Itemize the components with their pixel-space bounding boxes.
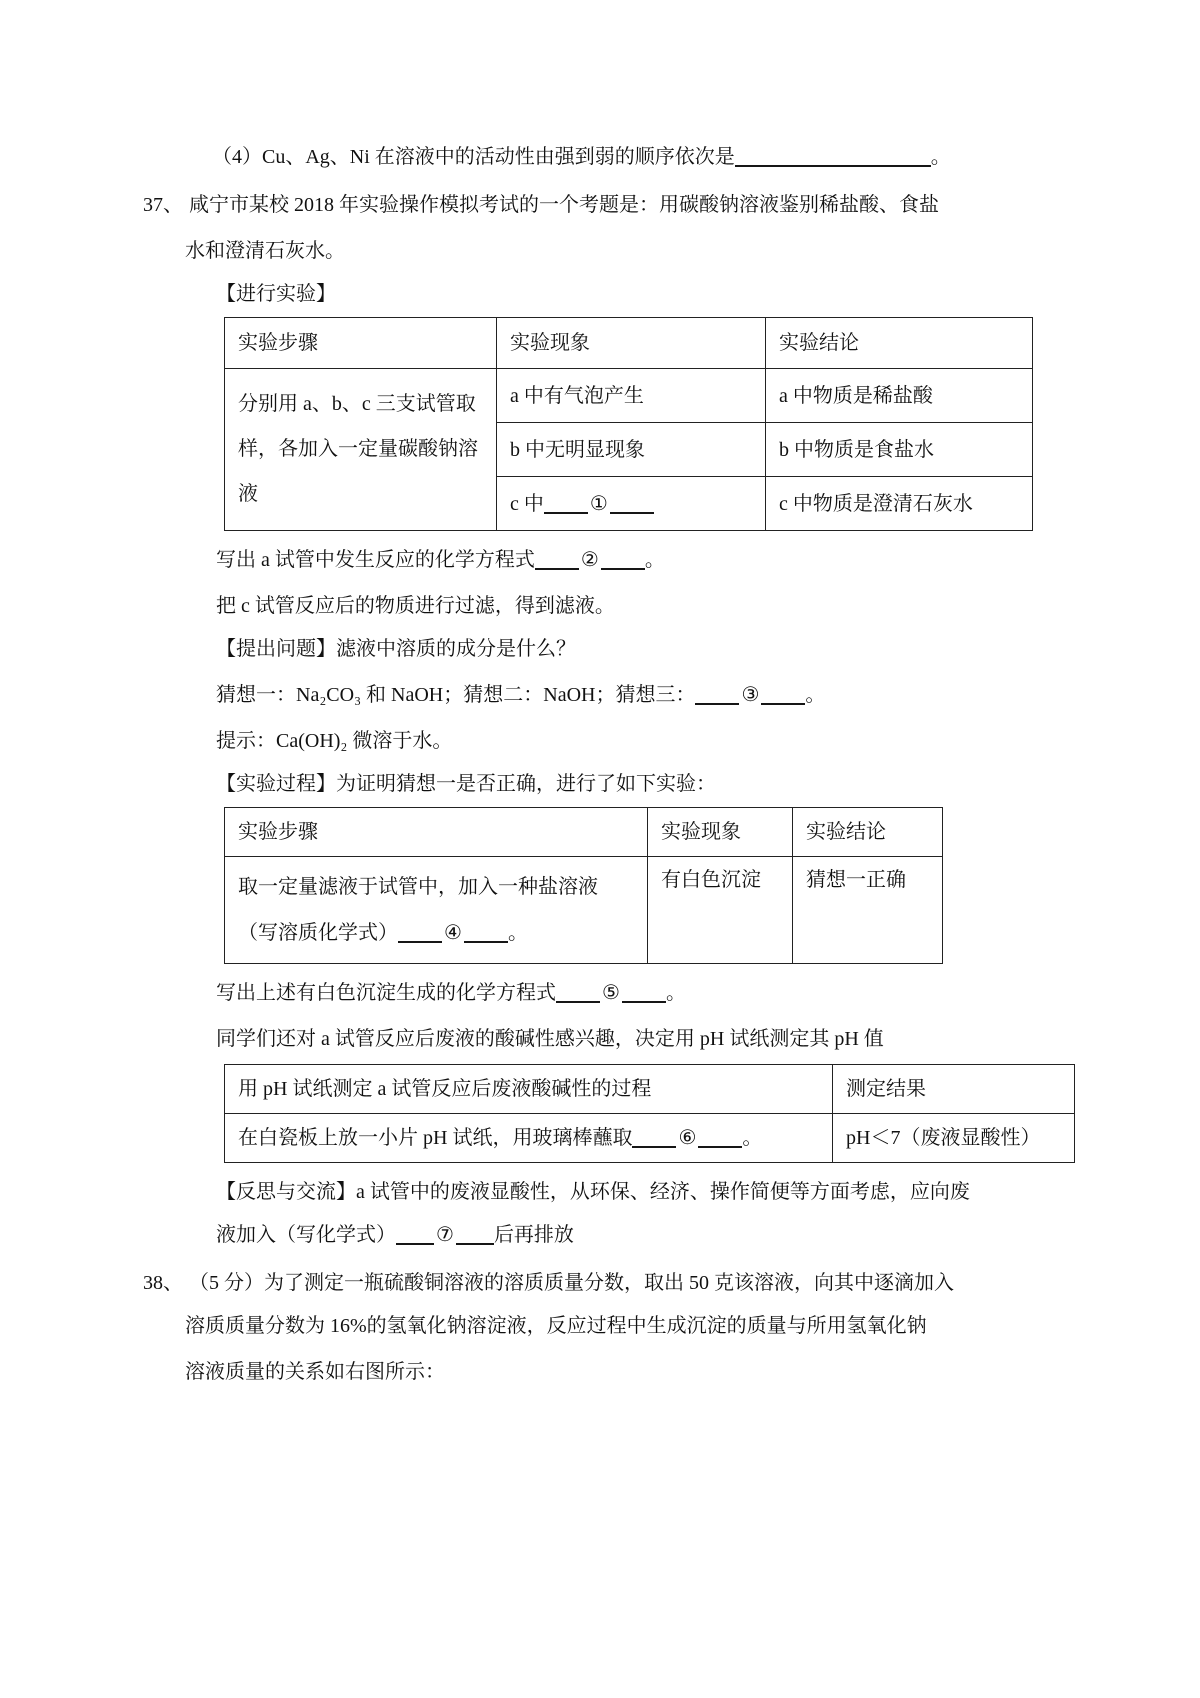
- table3-header-result: 测定结果: [833, 1065, 1075, 1114]
- table1-conclusion-a: a 中物质是稀盐酸: [766, 369, 1033, 423]
- table3-step-prefix: 在白瓷板上放一小片 pH 试纸，用玻璃棒蘸取: [238, 1127, 633, 1149]
- question-4-period: 。: [930, 146, 951, 168]
- table1-phenomenon-a: a 中有气泡产生: [497, 369, 766, 423]
- answer-blank-7-right: [456, 1227, 494, 1245]
- table1-conclusion-b: b 中物质是食盐水: [766, 423, 1033, 477]
- question-37-intro-line1: [143, 192, 1200, 218]
- question-38-line1: [143, 1270, 1200, 1296]
- question-38-number: 38、: [143, 1272, 183, 1294]
- answer-blank-5-left: [556, 985, 600, 1003]
- blank-number-1: ①: [589, 492, 608, 515]
- question-37-intro-text: 咸宁市某校 2018 年实验操作模拟考试的一个考题是：用碳酸钠溶液鉴别稀盐酸、食盐: [189, 194, 939, 216]
- table3-result-cell: pH＜7（废液显酸性）: [833, 1114, 1075, 1163]
- equation-white-suffix: 。: [665, 982, 686, 1004]
- guess-line: [216, 682, 1200, 708]
- answer-blank-2-right: [601, 552, 645, 570]
- blank-number-3: ③: [741, 684, 760, 706]
- ph-intro-line: 同学们还对 a 试管反应后废液的酸碱性感兴趣，决定用 pH 试纸测定其 pH 值: [216, 1028, 884, 1050]
- section-conduct-experiment: 【进行实验】: [216, 283, 336, 305]
- table3-step-suffix: 。: [742, 1127, 763, 1149]
- equation-a-prefix: 写出 a 试管中发生反应的化学方程式: [216, 549, 535, 571]
- answer-blank-7-left: [396, 1227, 434, 1245]
- table2-body-row: [225, 857, 943, 964]
- equation-a-suffix: 。: [644, 549, 665, 571]
- table1-header-conclusion: 实验结论: [766, 318, 1033, 369]
- answer-blank-6-left: [632, 1130, 676, 1148]
- equation-white-line: [216, 980, 1200, 1006]
- table2-header-conclusion: 实验结论: [793, 808, 943, 857]
- question-4-line: [212, 144, 1200, 170]
- table3-header-row: [225, 1065, 1075, 1114]
- equation-white-prefix: 写出上述有白色沉淀生成的化学方程式: [216, 982, 556, 1004]
- filter-line: 把 c 试管反应后的物质进行过滤，得到滤液。: [216, 595, 615, 617]
- answer-blank-3-left: [695, 687, 739, 705]
- table1-phenomenon-b: b 中无明显现象: [497, 423, 766, 477]
- table2-step-line2-suffix: 。: [507, 922, 528, 944]
- reflect-line2: [216, 1222, 1200, 1248]
- blank-number-5: ⑤: [602, 982, 620, 1004]
- reflect-line1: 【反思与交流】a 试管中的废液显酸性，从环保、经济、操作简便等方面考虑，应向废: [216, 1181, 970, 1203]
- question-38-line2: 溶质质量分数为 16%的氢氧化钠溶淀液，反应过程中生成沉淀的质量与所用氢氧化钠: [185, 1315, 927, 1337]
- table1-step-cell: 分别用 a、b、c 三支试管取样，各加入一定量碳酸钠溶液: [225, 369, 497, 531]
- blank-number-2: ②: [580, 549, 599, 571]
- table1-header-steps: 实验步骤: [225, 318, 497, 369]
- propose-question-line: 【提出问题】滤液中溶质的成分是什么？: [216, 638, 576, 660]
- equation-a-line: [216, 547, 1200, 573]
- answer-blank-q4: [735, 149, 931, 167]
- table3-body-row: [225, 1114, 1075, 1163]
- answer-blank-1-right: [610, 496, 654, 514]
- guess-suffix: 。: [805, 684, 826, 706]
- reflect-suffix: 后再排放: [493, 1224, 574, 1246]
- table1-header-row: [225, 318, 1033, 369]
- table3-step-cell: [225, 1114, 833, 1163]
- table1-row-a: [225, 369, 1033, 423]
- experiment-table-1: [224, 317, 1033, 531]
- table2-header-steps: 实验步骤: [225, 808, 648, 857]
- table2-step-line1: 取一定量滤液于试管中，加入一种盐溶液: [238, 876, 598, 898]
- blank-number-6: ⑥: [678, 1127, 697, 1149]
- table2-conclusion-cell: 猜想一正确: [793, 857, 943, 964]
- answer-blank-3-right: [761, 687, 805, 705]
- table1-phenomenon-c-prefix: c 中: [510, 492, 544, 515]
- table3-header-process: 用 pH 试纸测定 a 试管反应后废液酸碱性的过程: [225, 1065, 833, 1114]
- table2-step-cell: [225, 857, 648, 964]
- blank-number-7: ⑦: [436, 1224, 454, 1246]
- table2-header-row: [225, 808, 943, 857]
- blank-number-4: ④: [444, 922, 462, 944]
- question-37-number: 37、: [143, 194, 183, 216]
- reflect-prefix: 液加入（写化学式）: [216, 1224, 396, 1246]
- question-4-text: （4）Cu、Ag、Ni 在溶液中的活动性由强到弱的顺序依次是: [212, 146, 735, 168]
- question-38-line3: 溶液质量的关系如右图所示：: [185, 1361, 445, 1383]
- table2-step-line2-prefix: （写溶质化学式）: [238, 922, 398, 944]
- question-37-intro-line2: 水和澄清石灰水。: [185, 240, 345, 262]
- table2-header-phenomenon: 实验现象: [648, 808, 793, 857]
- answer-blank-2-left: [535, 552, 579, 570]
- experiment-process-line: 【实验过程】为证明猜想一是否正确，进行了如下实验：: [216, 773, 716, 795]
- answer-blank-4-right: [464, 925, 508, 943]
- answer-blank-4-left: [398, 925, 442, 943]
- table2-phenomenon-cell: 有白色沉淀: [648, 857, 793, 964]
- guess-prefix: 猜想一：Na₂CO₃ 和 NaOH；猜想二：NaOH；猜想三：: [216, 684, 696, 706]
- answer-blank-6-right: [698, 1130, 742, 1148]
- table1-header-phenomenon: 实验现象: [497, 318, 766, 369]
- question-38-text1: （5 分）为了测定一瓶硫酸铜溶液的溶质质量分数，取出 50 克该溶液，向其中逐滴加入: [189, 1272, 954, 1294]
- hint-line: 提示：Ca(OH)₂ 微溶于水。: [216, 730, 453, 752]
- answer-blank-1-left: [544, 496, 588, 514]
- answer-blank-5-right: [622, 985, 666, 1003]
- table2-step-line2: [238, 910, 637, 956]
- experiment-table-2: [224, 807, 943, 964]
- table1-phenomenon-c: [497, 477, 766, 531]
- table1-conclusion-c: c 中物质是澄清石灰水: [766, 477, 1033, 531]
- ph-test-table: [224, 1064, 1075, 1163]
